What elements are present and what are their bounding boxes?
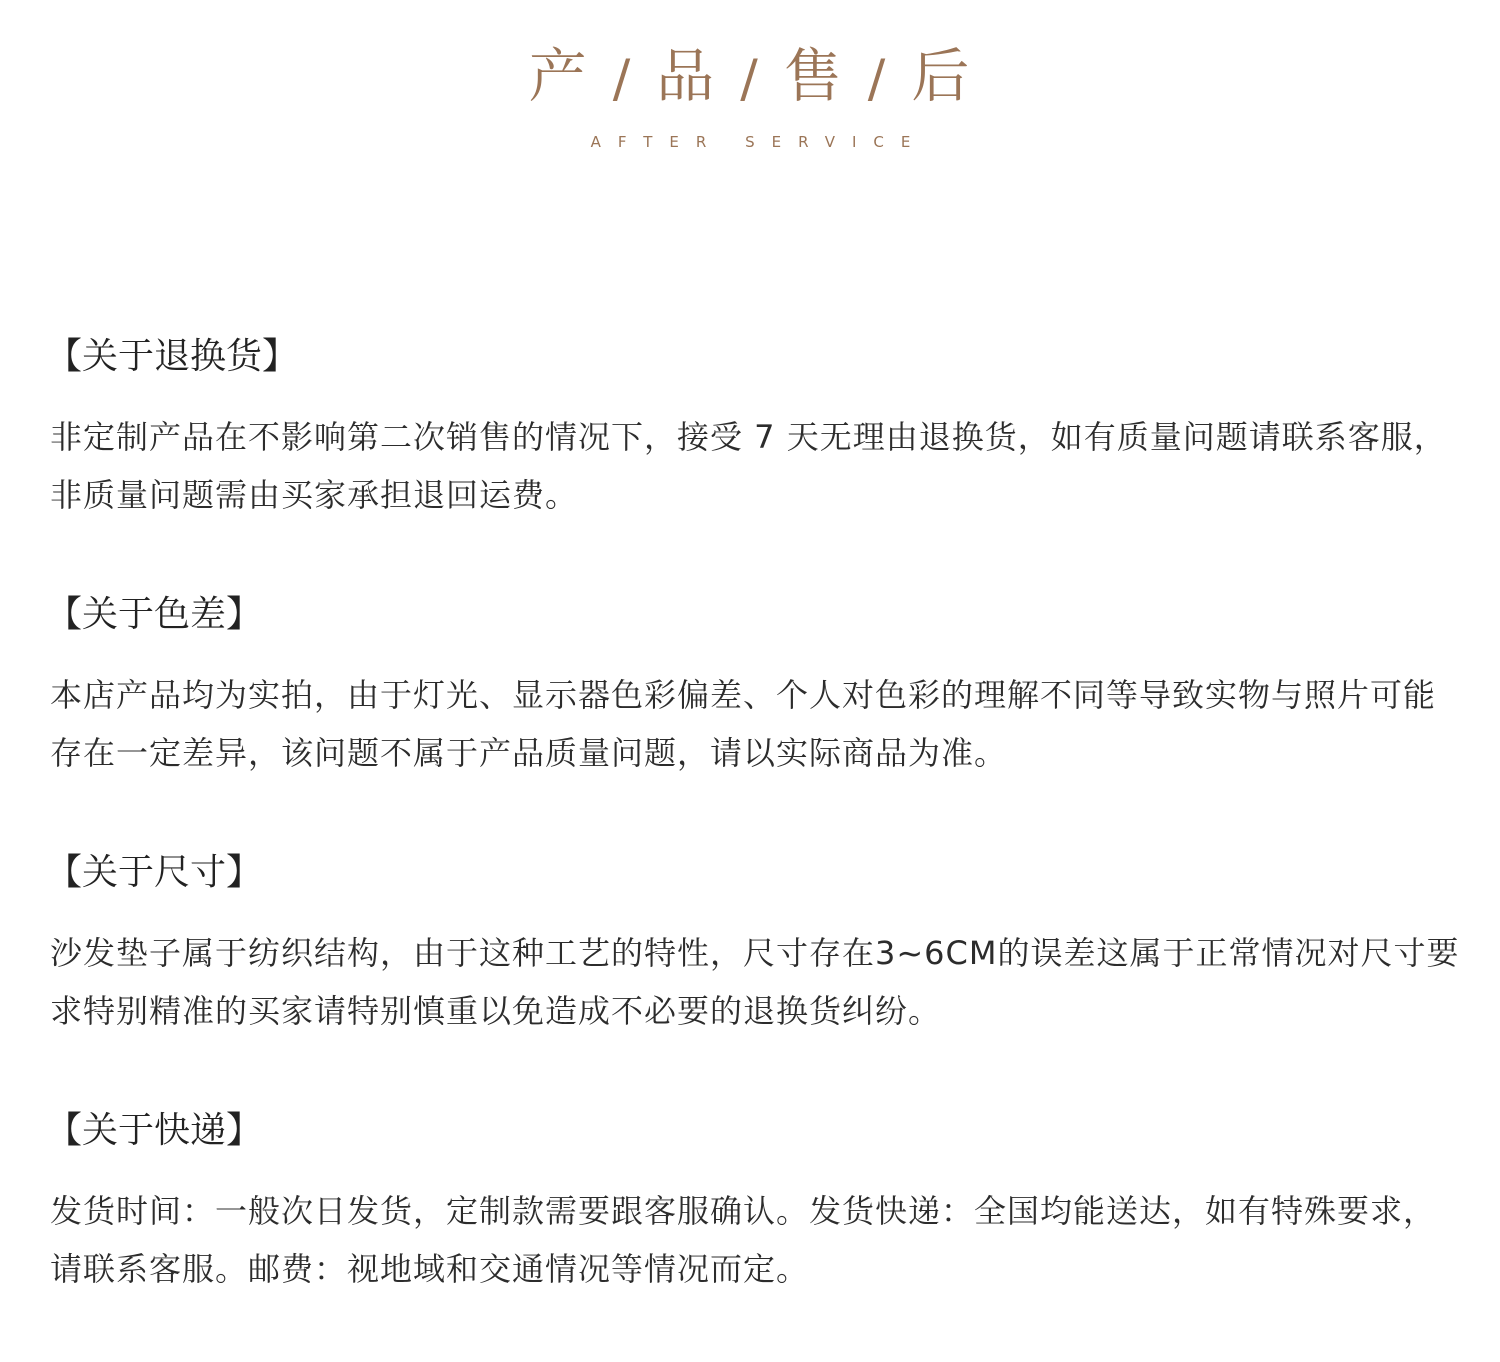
section-color-difference [46,588,1460,846]
policy-sections [46,330,1460,1362]
section-size [46,846,1460,1104]
title-separator: / [867,49,888,109]
title-separator: / [612,49,633,109]
section-title: 【关于尺寸】 [46,852,263,893]
page-subtitle: AFTER SERVICE [590,133,928,151]
section-body: 发货时间：一般次日发货，定制款需要跟客服确认。发货快递：全国均能送达，如有特殊要求，请联系客服。邮费：视地域和交通情况等情况而定。 [50,1192,1437,1288]
section-body: 沙发垫子属于纺织结构，由于这种工艺的特性，尺寸存在3~6CM的误差这属于正常情况对尺寸要求特别精准的买家请特别慎重以免造成不必要的退换货纠纷。 [50,934,1460,1030]
title-char: 品 [656,42,717,110]
page-header [0,38,1500,151]
section-title: 【关于色差】 [46,594,263,635]
page-title [0,38,1500,117]
section-body: 本店产品均为实拍，由于灯光、显示器色彩偏差、个人对色彩的理解不同等导致实物与照片可能存在一定差异，该问题不属于产品质量问题，请以实际商品为准。 [50,676,1437,772]
section-title: 【关于快递】 [46,1110,263,1151]
section-title: 【关于退换货】 [46,336,299,377]
section-returns [46,330,1460,588]
section-body: 非定制产品在不影响第二次销售的情况下，接受 7 天无理由退换货，如有质量问题请联系客服，非质量问题需由买家承担退回运费。 [50,418,1447,514]
section-shipping [46,1104,1460,1362]
title-separator: / [740,49,760,109]
title-char: 产 [528,42,589,110]
title-char: 售 [783,42,844,110]
title-char: 后 [911,42,972,110]
